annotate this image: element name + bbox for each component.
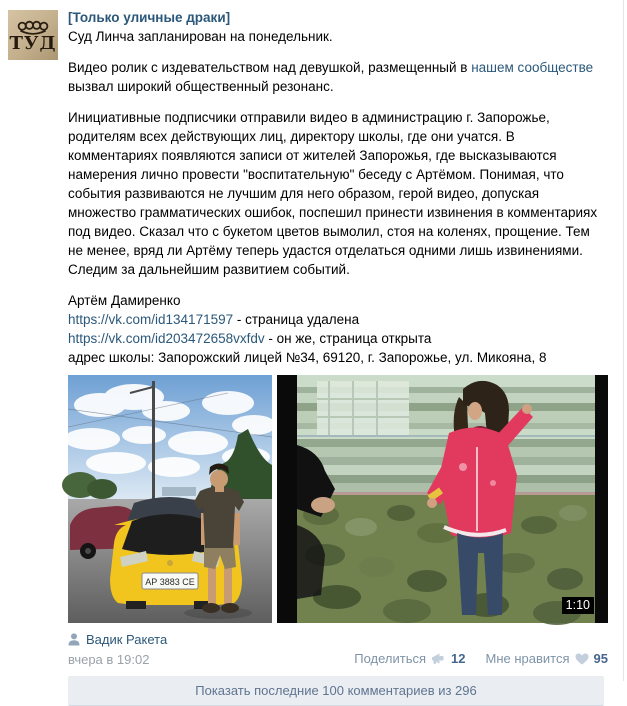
link-note: - страница удалена: [233, 312, 360, 327]
person-name: Артём Дамиренко: [68, 293, 181, 308]
video-thumbnail-girl: [277, 375, 608, 623]
like-label: Мне нравится: [485, 651, 570, 666]
post-paragraph-video: [68, 58, 608, 96]
profile-link-open[interactable]: https://vk.com/id203472658vxfdv: [68, 331, 265, 346]
paragraph-followup: Следим за дальнейшим развитием событий.: [68, 262, 350, 277]
link-note: - он же, страница открыта: [264, 331, 432, 346]
link-line-2: [68, 329, 608, 348]
post-paragraph-links: [68, 291, 608, 367]
video-attachment[interactable]: [277, 375, 608, 623]
avatar-text: ТУД: [9, 32, 57, 54]
share-count: 12: [451, 651, 466, 666]
photo-attachment[interactable]: [68, 375, 272, 623]
share-button[interactable]: [354, 651, 465, 666]
footer-left: [68, 632, 167, 667]
paragraph-text: Видео ролик с издевательством над девушкой, размещенный в: [68, 60, 472, 75]
heart-icon: [575, 653, 589, 665]
group-name-link[interactable]: [Только уличные драки]: [68, 10, 231, 25]
post-paragraph-main: [68, 108, 608, 279]
page-right-divider: [623, 0, 624, 681]
paragraph-text: вызвал широкий общественный резонанс.: [68, 79, 334, 94]
post-footer: [68, 632, 608, 667]
photo-guy-yellow-car: [68, 375, 272, 623]
like-button[interactable]: [486, 651, 608, 666]
profile-link-deleted[interactable]: https://vk.com/id134171597: [68, 312, 234, 327]
school-address: адрес школы: Запорожский лицей №34, 69120, г. Запорожье, ул. Микояна, 8: [68, 350, 547, 365]
person-icon: [68, 633, 80, 646]
group-avatar[interactable]: [8, 10, 58, 60]
post-intro-line: Суд Линча запланирован на понедельник.: [68, 29, 333, 44]
post-content: [68, 8, 608, 706]
show-comments-button[interactable]: Показать последние 100 комментариев из 296: [68, 676, 604, 706]
share-label: Поделиться: [354, 651, 427, 666]
video-duration-badge: 1:10: [562, 597, 594, 614]
share-megaphone-icon: [431, 653, 446, 665]
paragraph-text: Инициативные подписчики отправили видео в администрацию г. Запорожье, родителям всех действующих лиц, директору школы, где они учатся. В комментариях появляются записи от жителей Запорожья, где высказываются намерения лично провести "воспитательную" беседу с Артёмом. Понимая, что события развиваются не лучшим для него образом, герой видео, допуская множество грамматических ошибок, поспешил принести извинения в комментариях под видео. Сказал что с букетом цветов вымолил, стоя на коленях, прощение. Тем не менее, вряд ли Артёму теперь удастся отделаться одними лишь извинениями.: [68, 110, 598, 258]
signer-row: [68, 632, 167, 647]
post-timestamp: вчера в 19:02: [68, 652, 150, 667]
signer-link[interactable]: Вадик Ракета: [86, 632, 168, 647]
like-count: 95: [593, 651, 608, 666]
community-link[interactable]: нашем сообществе: [471, 60, 594, 75]
attachments-row: [68, 375, 608, 623]
license-plate-text: АР 3883 СЕ: [145, 577, 195, 587]
link-line-1: [68, 310, 608, 329]
footer-actions: [354, 651, 608, 667]
